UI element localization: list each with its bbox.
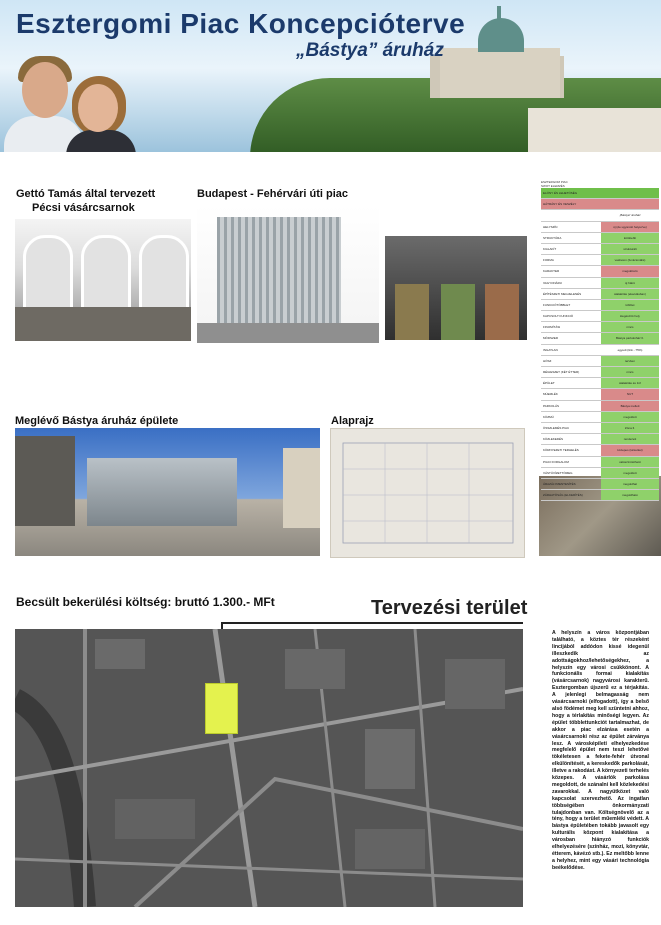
swot-table xyxy=(541,180,659,501)
swot-row-key: ÁRAZÁLYMENTESÍTÉS xyxy=(543,481,576,486)
swot-row-key: HÁTRÁNY ÉS VESZÉLY xyxy=(543,202,577,207)
swot-row-value: Bástya mellett xyxy=(601,401,659,411)
market-stall xyxy=(485,284,519,340)
swot-row-key: FINOMÍTÁSI xyxy=(543,325,561,330)
swot-row-value: strukturált xyxy=(601,244,659,254)
arch xyxy=(23,235,73,311)
swot-row-value: egyedi (link - 75%) xyxy=(601,345,659,355)
man-face xyxy=(22,62,68,118)
swot-row-value: megoldott xyxy=(601,468,659,478)
swot-row-value xyxy=(601,199,659,209)
caption-budapest: Budapest - Fehérvári úti piac xyxy=(197,188,348,200)
caption-alaprajz: Alaprajz xyxy=(331,415,374,427)
swot-row-key: KÖZMŰ xyxy=(543,414,554,419)
basilica-cross xyxy=(497,6,501,20)
swot-row xyxy=(541,490,659,501)
swot-row xyxy=(541,300,659,311)
description-text: A helyszín a város központjában található, a köztes tér részeként lincijából addódon kissé idegenül illeszkedik az adottságokhoz/lehetőségekhez, a helyszín egy városi csúkkönont. A funkcionális formai kialakítás (vásárcsarnok) nagyvárosi karakterű. Esztergomban újszerű ez a térjakítás. A jelenlegi belmagasság nem vásárcsarnoki (elfogadott), így a belső alsó födémet meg kell szüntetni ahhoz, hogy a térlakítás minőségi legyen. Az épület többlettunkciót tartalmazhat, de akkor a piac elzárása esetén a vásárcsarnoki rész az épület zárványa lesz. A városképileti elhelyezkedése megfelelő épület nem teszi lehetővé tökéletesen a fekete-fehér útvonal elkülönítését, a kereskedők parkolását, illetve a rakodást. A környezeti terhelés közepes. A vásárlók parkolása megoldott, de szánalni kell közlekedési zavarokkal. A nagyütközet való kapcsolat szervezhető. Az ingatlan többségében önkormányzati tulajdonban van. Költségnövelő az a tény, hogy a terület műemléki védett. A bástya épületében tokább javasolt egy kulturális központ kialakítása a városban hiányzó funkciók elhelyezésére (színház, mozi, könyvtár, étterem, kávézó stb.). Ez meltőbb lenne a helyhez, mint egy vásári technológia beékelődése. xyxy=(552,630,649,871)
swot-row-value: megoldhat xyxy=(601,479,659,489)
caption-pecs-line2: Pécsi vásárcsarnok xyxy=(32,202,135,214)
floor-plan-drawing xyxy=(330,428,525,558)
market-floor xyxy=(15,307,191,341)
floor-plan-lines xyxy=(331,429,524,557)
swot-row-key: ÉPÍTÉSZETI MEGJELENÉS xyxy=(543,291,582,296)
swot-row xyxy=(541,266,659,277)
planning-area-title: Tervezési terület xyxy=(371,597,528,619)
swot-row-key: ZÁRHATÓSÁG (ELKERÍTÉS) xyxy=(543,493,583,498)
swot-row xyxy=(541,222,659,233)
swot-row-key: FORMA xyxy=(543,258,554,263)
swot-row xyxy=(541,468,659,479)
swot-row xyxy=(541,356,659,367)
basilica-dome xyxy=(478,18,524,52)
right-building xyxy=(283,448,320,528)
swot-row-key: MŰEMLÉK xyxy=(543,392,558,397)
market-building xyxy=(217,217,341,329)
swot-header-line1: ESZTERGOM PIAC xyxy=(541,180,568,184)
swot-row-key: VÁSTÚVÍZETTÖMEG xyxy=(543,470,573,475)
swot-row-value: nincs xyxy=(601,367,659,377)
swot-row-key: KÖRNYEZETI TERHELÉS xyxy=(543,448,579,453)
swot-row-key xyxy=(541,210,601,220)
arch xyxy=(139,235,189,311)
market-stall xyxy=(395,284,429,340)
swot-row-value: átalakítás és 1/2 xyxy=(601,378,659,388)
swot-row-value: nincs xyxy=(601,322,659,332)
swot-row-value: NUT xyxy=(601,389,659,399)
swot-row-key: KAPCSOLT FUNKCIÓ xyxy=(543,314,574,319)
swot-row xyxy=(541,378,659,389)
swot-row-key: HŐSZ xyxy=(543,358,552,363)
swot-row-value: valószínűsíthető xyxy=(601,457,659,467)
swot-row-key: ÖSSZLEMÉS PIAC xyxy=(543,425,570,430)
header-banner xyxy=(0,0,661,152)
bastya-building-photo xyxy=(15,428,320,556)
page-subtitle: „Bástya” áruház xyxy=(296,40,444,61)
swot-row-value xyxy=(601,188,659,198)
swot-row-key: INGATLAN xyxy=(543,347,558,352)
couple-photo xyxy=(0,28,140,152)
swot-row xyxy=(541,333,659,344)
swot-row-key: HELYSZÍN xyxy=(543,224,558,229)
fehervari-market-interior-photo xyxy=(385,236,527,340)
swot-row-value: közepes (társulási) xyxy=(601,445,659,455)
swot-row-key: KIALAKÍT xyxy=(543,246,557,251)
swot-row xyxy=(541,389,659,400)
caption-pecs-line1: Gettó Tamás által tervezett xyxy=(16,188,156,200)
swot-row-key: KÖZLEKEDÉS xyxy=(543,437,564,442)
swot-row xyxy=(541,367,659,378)
building-graphic xyxy=(528,108,661,152)
swot-row xyxy=(541,434,659,445)
swot-row xyxy=(541,278,659,289)
arch xyxy=(81,235,131,311)
market-stall xyxy=(441,284,475,340)
road xyxy=(197,323,379,343)
swot-header-line2: SWOT ELEMZÉS xyxy=(541,184,565,188)
swot-row-value: rendezett xyxy=(601,434,659,444)
swot-row xyxy=(541,445,659,456)
swot-row xyxy=(541,255,659,266)
map-streets xyxy=(15,629,523,907)
swot-row-key: MÓDSZER xyxy=(543,336,558,341)
swot-row xyxy=(541,412,659,423)
swot-row-value: új (de ugyanott helyezve) xyxy=(601,222,659,232)
swot-row xyxy=(541,199,659,210)
swot-row-key: VAGYONÁRU xyxy=(543,280,562,285)
swot-row-value: új hátrú xyxy=(601,278,659,288)
swot-rows xyxy=(541,188,659,501)
swot-row-value: kiegészítő hely xyxy=(601,311,659,321)
fehervari-market-exterior-photo xyxy=(197,205,379,343)
swot-row-value: átalakítás (elavulásban) xyxy=(601,289,659,299)
swot-row-value: megváltozó xyxy=(601,266,659,276)
swot-row-value: kötöttebb xyxy=(601,233,659,243)
aerial-map xyxy=(15,629,523,907)
swot-row xyxy=(541,322,659,333)
swot-row-key: PARKOLÁS xyxy=(543,403,559,408)
page-title: Esztergomi Piac Koncepcióterve xyxy=(16,8,466,39)
swot-row-value: vasbeton (funkcionális) xyxy=(601,255,659,265)
swot-row-value: többlet xyxy=(601,300,659,310)
bastya-building xyxy=(87,458,237,526)
swot-row xyxy=(541,233,659,244)
cost-estimate: Becsült bekerülési költség: bruttó 1.300.- MFt xyxy=(16,595,275,609)
pointer-line-horizontal xyxy=(221,622,523,624)
swot-row xyxy=(541,479,659,490)
swot-row-key: ÉPÜLET xyxy=(543,381,555,386)
swot-row-value: megoldott xyxy=(601,412,659,422)
swot-row-value: „Bástya” áruház xyxy=(601,210,659,220)
swot-row xyxy=(541,345,659,356)
swot-row-key: RÉGIESZET (KÉT ÉTTER) xyxy=(543,370,580,374)
swot-row-value: Zóna II. xyxy=(601,423,659,433)
left-building xyxy=(15,436,75,526)
site-highlight xyxy=(205,683,238,734)
swot-row xyxy=(541,401,659,412)
swot-row xyxy=(541,210,659,221)
swot-row-key: STRUKTÚRA xyxy=(543,235,562,240)
swot-row-key: PIACI FORGALOM xyxy=(543,459,569,464)
swot-row-key: FUNKCIÓTÖBBLET xyxy=(543,302,571,307)
swot-row-value: megoldható xyxy=(601,490,659,500)
swot-row xyxy=(541,244,659,255)
swot-row xyxy=(541,457,659,468)
swot-row-value: Bástya parkolóház II. xyxy=(601,333,659,343)
swot-row xyxy=(541,188,659,199)
swot-row-value: tervben xyxy=(601,356,659,366)
swot-row xyxy=(541,311,659,322)
woman-face xyxy=(78,84,118,132)
swot-row xyxy=(541,423,659,434)
caption-bastya: Meglévő Bástya áruház épülete xyxy=(15,415,179,427)
swot-row xyxy=(541,289,659,300)
basilica-graphic xyxy=(440,48,560,98)
swot-row-key: ELŐNY ÉS LEHETŐSÉG xyxy=(543,191,578,195)
pecs-market-photo xyxy=(15,219,191,341)
swot-row-key: KARAKTER xyxy=(543,269,560,274)
